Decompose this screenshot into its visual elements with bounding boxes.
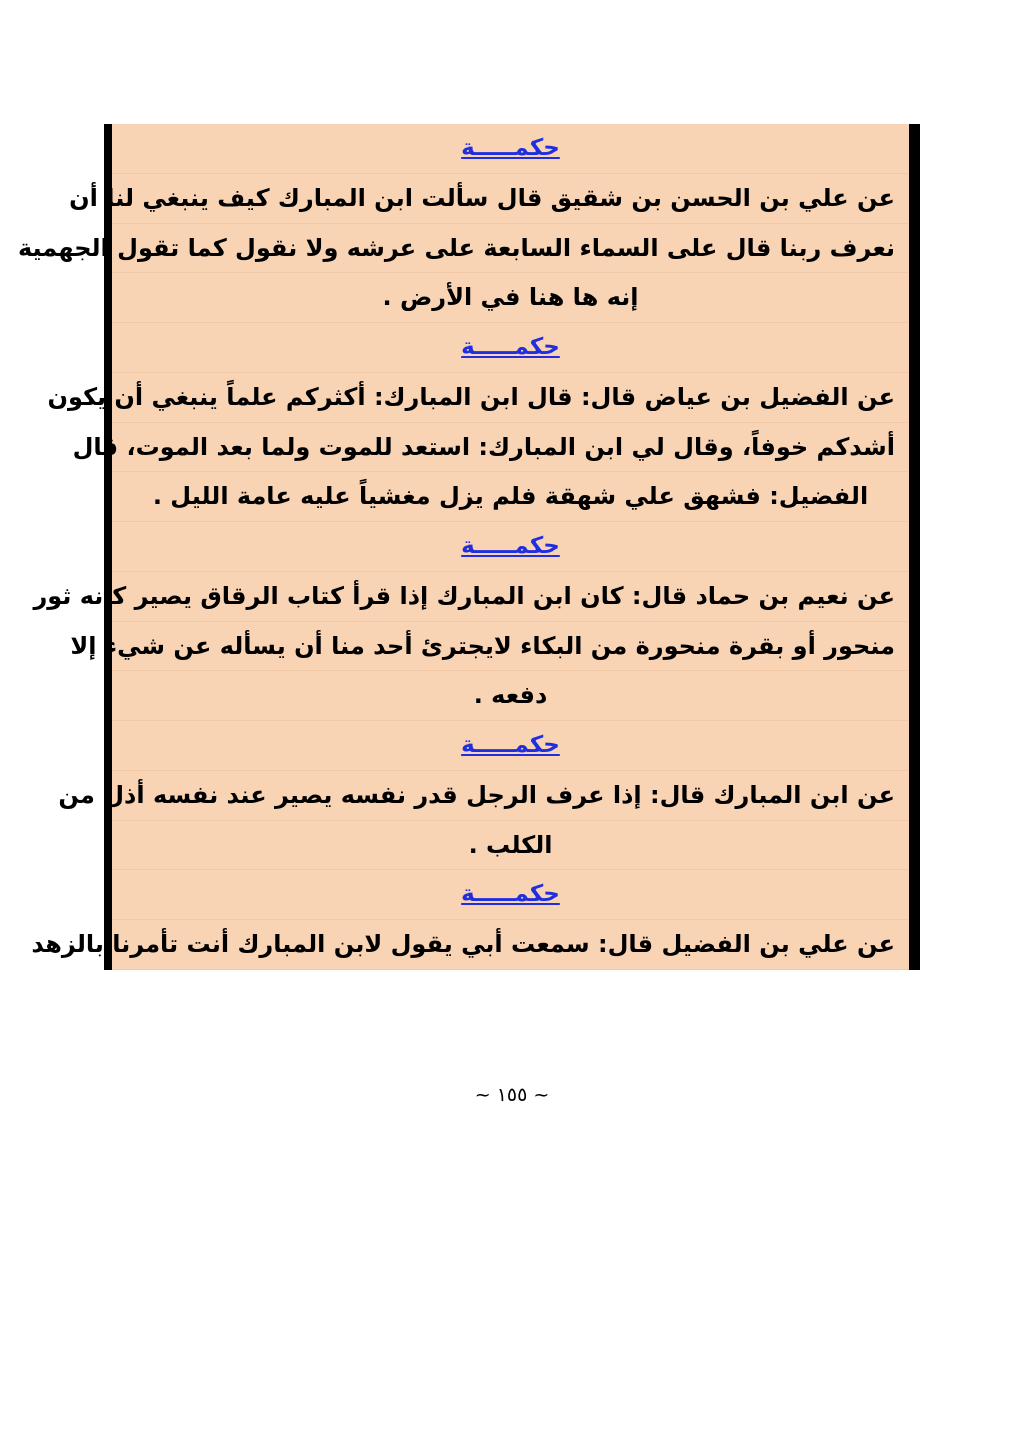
text-line: إنه ها هنا في الأرض . bbox=[112, 273, 909, 323]
section-heading: حكمـــــة bbox=[112, 124, 909, 174]
page-number: ~ ١٥٥ ~ bbox=[474, 1084, 550, 1106]
text-line: عن علي بن الحسن بن شقيق قال سألت ابن المبارك كيف ينبغي لنا أن bbox=[112, 174, 909, 224]
text-line: عن علي بن الفضيل قال: سمعت أبي يقول لابن المبارك أنت تأمرنا بالزهد bbox=[112, 920, 909, 970]
section-heading: حكمـــــة bbox=[112, 323, 909, 373]
text-line: منحور أو بقرة منحورة من البكاء لايجترئ أحد منا أن يسأله عن شيء إلا bbox=[112, 622, 909, 672]
text-line: عن الفضيل بن عياض قال: قال ابن المبارك: أكثركم علماً ينبغي أن يكون bbox=[112, 373, 909, 423]
text-line: عن نعيم بن حماد قال: كان ابن المبارك إذا قرأ كتاب الرقاق يصير كأنه ثور bbox=[112, 572, 909, 622]
text-line: الكلب . bbox=[112, 821, 909, 871]
text-panel bbox=[17, 124, 909, 970]
section-heading: حكمـــــة bbox=[112, 721, 909, 771]
text-line: دفعه . bbox=[112, 671, 909, 721]
text-line: عن ابن المبارك قال: إذا عرف الرجل قدر نفسه يصير عند نفسه أذل من bbox=[112, 771, 909, 821]
text-line: الفضيل: فشهق علي شهقة فلم يزل مغشياً عليه عامة الليل . bbox=[112, 472, 909, 522]
section-heading: حكمـــــة bbox=[112, 870, 909, 920]
text-line: أشدكم خوفاً، وقال لي ابن المبارك: استعد للموت ولما بعد الموت، قال bbox=[112, 423, 909, 473]
section-heading: حكمـــــة bbox=[112, 522, 909, 572]
text-line: نعرف ربنا قال على السماء السابعة على عرشه ولا نقول كما تقول الجهمية bbox=[112, 224, 909, 274]
